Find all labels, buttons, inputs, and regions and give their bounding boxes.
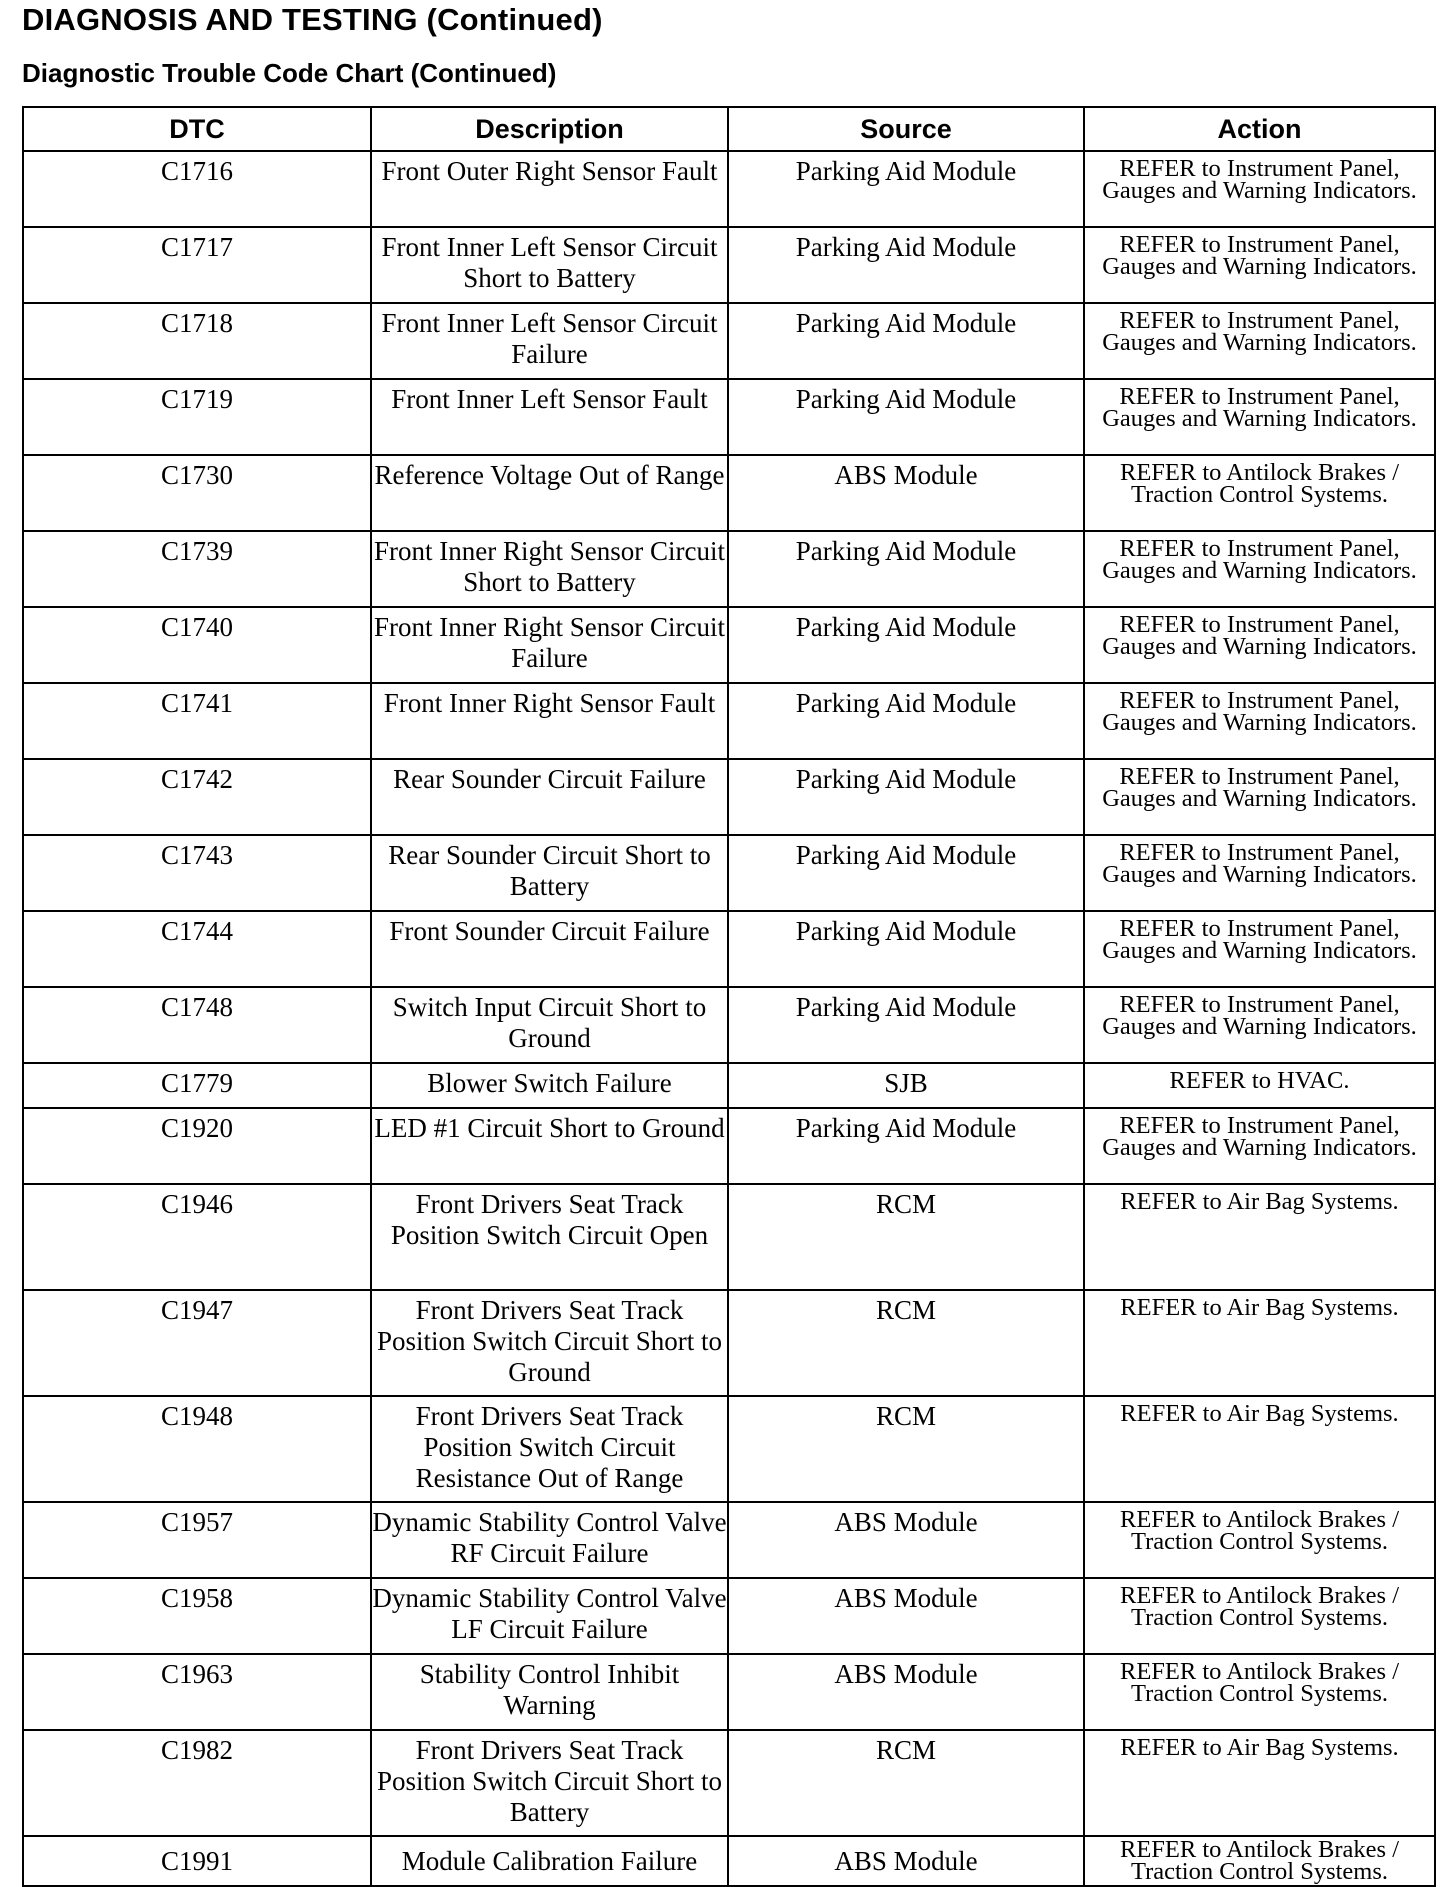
table-row — [23, 607, 1435, 683]
description-cell: Front Drivers Seat Track Position Switch Circuit Open — [371, 1184, 728, 1290]
table-row — [23, 987, 1435, 1063]
table-row — [23, 455, 1435, 531]
source-cell: ABS Module — [728, 455, 1084, 531]
action-cell: REFER to Instrument Panel, Gauges and Warning Indicators. — [1084, 379, 1435, 455]
description-cell: Front Inner Right Sensor Fault — [371, 683, 728, 759]
table-row — [23, 1654, 1435, 1730]
source-cell: Parking Aid Module — [728, 835, 1084, 911]
column-header-source: Source — [728, 107, 1084, 151]
source-cell: Parking Aid Module — [728, 379, 1084, 455]
description-cell: Front Inner Right Sensor Circuit Short to Battery — [371, 531, 728, 607]
dtc-cell: C1719 — [23, 379, 371, 455]
description-cell: Dynamic Stability Control Valve LF Circuit Failure — [371, 1578, 728, 1654]
dtc-cell: C1717 — [23, 227, 371, 303]
table-header-row — [23, 107, 1435, 151]
description-cell: LED #1 Circuit Short to Ground — [371, 1108, 728, 1184]
dtc-cell: C1957 — [23, 1502, 371, 1578]
table-row — [23, 303, 1435, 379]
table-row — [23, 1108, 1435, 1184]
dtc-cell: C1739 — [23, 531, 371, 607]
source-cell: Parking Aid Module — [728, 303, 1084, 379]
action-cell: REFER to Air Bag Systems. — [1084, 1290, 1435, 1396]
column-header-description: Description — [371, 107, 728, 151]
dtc-cell: C1741 — [23, 683, 371, 759]
dtc-cell: C1946 — [23, 1184, 371, 1290]
source-cell: SJB — [728, 1063, 1084, 1108]
source-cell: Parking Aid Module — [728, 607, 1084, 683]
table-row — [23, 379, 1435, 455]
description-cell: Reference Voltage Out of Range — [371, 455, 728, 531]
table-row — [23, 683, 1435, 759]
action-cell: REFER to Instrument Panel, Gauges and Warning Indicators. — [1084, 607, 1435, 683]
dtc-cell: C1991 — [23, 1836, 371, 1886]
source-cell: ABS Module — [728, 1654, 1084, 1730]
source-cell: Parking Aid Module — [728, 987, 1084, 1063]
dtc-cell: C1958 — [23, 1578, 371, 1654]
table-row — [23, 1502, 1435, 1578]
action-cell: REFER to Instrument Panel, Gauges and Warning Indicators. — [1084, 987, 1435, 1063]
source-cell: Parking Aid Module — [728, 911, 1084, 987]
action-cell: REFER to Air Bag Systems. — [1084, 1396, 1435, 1502]
action-cell: REFER to Antilock Brakes / Traction Control Systems. — [1084, 1836, 1435, 1886]
source-cell: ABS Module — [728, 1836, 1084, 1886]
table-row — [23, 1836, 1435, 1886]
description-cell: Module Calibration Failure — [371, 1836, 728, 1886]
source-cell: Parking Aid Module — [728, 1108, 1084, 1184]
dtc-cell: C1740 — [23, 607, 371, 683]
description-cell: Rear Sounder Circuit Short to Battery — [371, 835, 728, 911]
dtc-cell: C1742 — [23, 759, 371, 835]
action-cell: REFER to Antilock Brakes / Traction Control Systems. — [1084, 1502, 1435, 1578]
action-cell: REFER to Antilock Brakes / Traction Control Systems. — [1084, 1578, 1435, 1654]
table-row — [23, 835, 1435, 911]
dtc-cell: C1982 — [23, 1730, 371, 1836]
dtc-cell: C1948 — [23, 1396, 371, 1502]
description-cell: Front Inner Left Sensor Circuit Failure — [371, 303, 728, 379]
dtc-cell: C1730 — [23, 455, 371, 531]
action-cell: REFER to HVAC. — [1084, 1063, 1435, 1108]
description-cell: Front Drivers Seat Track Position Switch Circuit Short to Battery — [371, 1730, 728, 1836]
action-cell: REFER to Instrument Panel, Gauges and Warning Indicators. — [1084, 227, 1435, 303]
table-row — [23, 1396, 1435, 1502]
description-cell: Switch Input Circuit Short to Ground — [371, 987, 728, 1063]
action-cell: REFER to Instrument Panel, Gauges and Warning Indicators. — [1084, 759, 1435, 835]
dtc-cell: C1963 — [23, 1654, 371, 1730]
description-cell: Stability Control Inhibit Warning — [371, 1654, 728, 1730]
dtc-cell: C1718 — [23, 303, 371, 379]
description-cell: Rear Sounder Circuit Failure — [371, 759, 728, 835]
description-cell: Front Inner Left Sensor Circuit Short to Battery — [371, 227, 728, 303]
action-cell: REFER to Instrument Panel, Gauges and Warning Indicators. — [1084, 835, 1435, 911]
column-header-dtc: DTC — [23, 107, 371, 151]
table-row — [23, 227, 1435, 303]
source-cell: Parking Aid Module — [728, 531, 1084, 607]
action-cell: REFER to Instrument Panel, Gauges and Warning Indicators. — [1084, 683, 1435, 759]
table-row — [23, 1578, 1435, 1654]
dtc-cell: C1744 — [23, 911, 371, 987]
description-cell: Front Outer Right Sensor Fault — [371, 151, 728, 227]
action-cell: REFER to Instrument Panel, Gauges and Warning Indicators. — [1084, 1108, 1435, 1184]
dtc-cell: C1947 — [23, 1290, 371, 1396]
description-cell: Front Sounder Circuit Failure — [371, 911, 728, 987]
description-cell: Front Drivers Seat Track Position Switch Circuit Resistance Out of Range — [371, 1396, 728, 1502]
source-cell: Parking Aid Module — [728, 759, 1084, 835]
source-cell: ABS Module — [728, 1502, 1084, 1578]
action-cell: REFER to Antilock Brakes / Traction Control Systems. — [1084, 455, 1435, 531]
table-row — [23, 1184, 1435, 1290]
dtc-cell: C1716 — [23, 151, 371, 227]
action-cell: REFER to Antilock Brakes / Traction Control Systems. — [1084, 1654, 1435, 1730]
action-cell: REFER to Instrument Panel, Gauges and Warning Indicators. — [1084, 531, 1435, 607]
action-cell: REFER to Air Bag Systems. — [1084, 1184, 1435, 1290]
description-cell: Dynamic Stability Control Valve RF Circuit Failure — [371, 1502, 728, 1578]
table-row — [23, 531, 1435, 607]
source-cell: RCM — [728, 1290, 1084, 1396]
action-cell: REFER to Instrument Panel, Gauges and Warning Indicators. — [1084, 303, 1435, 379]
action-cell: REFER to Instrument Panel, Gauges and Warning Indicators. — [1084, 911, 1435, 987]
source-cell: Parking Aid Module — [728, 683, 1084, 759]
table-row — [23, 911, 1435, 987]
description-cell: Front Inner Left Sensor Fault — [371, 379, 728, 455]
column-header-action: Action — [1084, 107, 1435, 151]
dtc-table — [22, 106, 1436, 1887]
dtc-cell: C1920 — [23, 1108, 371, 1184]
source-cell: RCM — [728, 1396, 1084, 1502]
source-cell: RCM — [728, 1184, 1084, 1290]
table-row — [23, 1063, 1435, 1108]
dtc-cell: C1743 — [23, 835, 371, 911]
source-cell: ABS Module — [728, 1578, 1084, 1654]
table-row — [23, 1730, 1435, 1836]
source-cell: RCM — [728, 1730, 1084, 1836]
chart-subtitle: Diagnostic Trouble Code Chart (Continued) — [22, 58, 557, 88]
table-row — [23, 151, 1435, 227]
source-cell: Parking Aid Module — [728, 227, 1084, 303]
dtc-cell: C1748 — [23, 987, 371, 1063]
action-cell: REFER to Air Bag Systems. — [1084, 1730, 1435, 1836]
table-row — [23, 759, 1435, 835]
description-cell: Blower Switch Failure — [371, 1063, 728, 1108]
dtc-cell: C1779 — [23, 1063, 371, 1108]
action-cell: REFER to Instrument Panel, Gauges and Warning Indicators. — [1084, 151, 1435, 227]
description-cell: Front Drivers Seat Track Position Switch Circuit Short to Ground — [371, 1290, 728, 1396]
source-cell: Parking Aid Module — [728, 151, 1084, 227]
page-title: DIAGNOSIS AND TESTING (Continued) — [22, 2, 603, 37]
table-row — [23, 1290, 1435, 1396]
description-cell: Front Inner Right Sensor Circuit Failure — [371, 607, 728, 683]
